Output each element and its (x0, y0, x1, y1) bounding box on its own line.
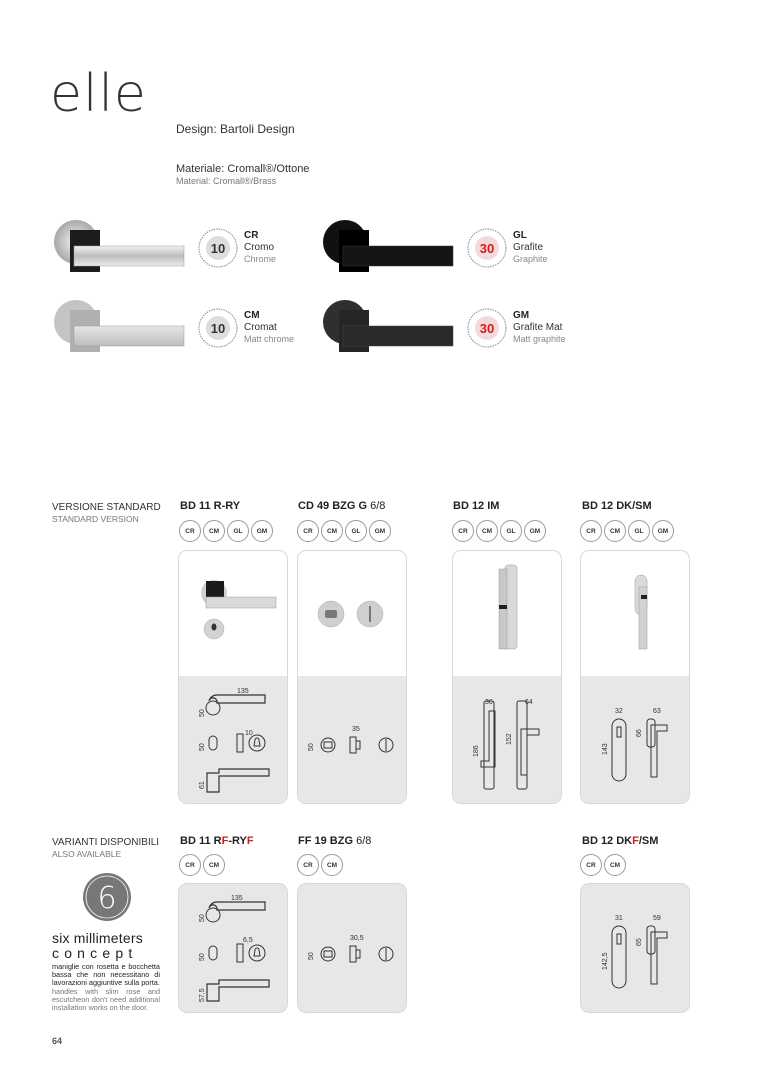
dim-label: 36 (485, 699, 493, 706)
warranty-30-badge (467, 308, 507, 348)
warranty-number: 30 (479, 241, 495, 256)
chip-gm: GM (524, 520, 546, 542)
six-text-en: handles with slim rose and escutcheon don't need additional installation works on the door. (52, 987, 160, 1013)
dim-label: 59 (653, 915, 661, 922)
standard-label-en: STANDARD VERSION (52, 514, 139, 524)
dim-label: 57,5 (199, 988, 206, 1002)
chip-cr: CR (179, 854, 201, 876)
chip-gm: GM (369, 520, 391, 542)
product-illustration (179, 551, 288, 804)
product-title: BD 12 DKF/SM (582, 835, 659, 847)
finish-gm (321, 300, 621, 370)
chip-gl: GL (227, 520, 249, 542)
finish-code: GM (513, 310, 530, 321)
six-title: six millimeters (52, 930, 143, 946)
dim-label: 10 (245, 730, 253, 737)
six-subtitle: concept (52, 945, 138, 961)
finish-cr (52, 220, 352, 290)
technical-drawing (581, 884, 690, 1013)
dim-label: 152 (506, 733, 513, 745)
dim-label: 135 (231, 895, 243, 902)
dim-label: 50 (199, 953, 206, 961)
dim-label: 61 (199, 781, 206, 789)
finish-code: CM (244, 310, 260, 321)
finish-name-en: Graphite (513, 254, 548, 264)
six-number: 6 (97, 881, 117, 916)
product-title: BD 12 DK/SM (582, 500, 652, 512)
finish-chips (179, 520, 273, 542)
chip-gm: GM (251, 520, 273, 542)
product-card (297, 550, 407, 804)
warranty-10-badge (198, 228, 238, 268)
product-card (297, 883, 407, 1013)
product-title: FF 19 BZG 6/8 (298, 835, 372, 847)
finish-name: Cromat (244, 322, 277, 333)
chip-gm: GM (652, 520, 674, 542)
chip-cm: CM (604, 520, 626, 542)
chip-cr: CR (452, 520, 474, 542)
finish-name-en: Matt chrome (244, 334, 295, 344)
product-illustration (298, 551, 407, 804)
handle-chrome-image (52, 220, 187, 290)
dim-label: 64 (525, 699, 533, 706)
finish-name-en: Matt graphite (513, 334, 566, 344)
variants-label: VARIANTI DISPONIBILI (52, 837, 160, 848)
standard-label: VERSIONE STANDARD (52, 502, 161, 513)
dim-label: 142,5 (602, 952, 609, 970)
technical-drawing (179, 884, 288, 1013)
dim-label: 32 (615, 708, 623, 715)
chip-cr: CR (297, 520, 319, 542)
product-card (178, 550, 288, 804)
finish-name-en: Chrome (244, 254, 277, 264)
technical-drawing (298, 884, 407, 1013)
product-illustration (453, 551, 562, 804)
variants-label-en: ALSO AVAILABLE (52, 849, 122, 859)
dim-label: 50 (199, 743, 206, 751)
material-en: Material: Cromall®/Brass (176, 176, 277, 186)
warranty-number: 30 (479, 321, 495, 336)
dim-label: 50 (199, 709, 206, 717)
dim-label: 143 (602, 743, 609, 755)
chip-gl: GL (345, 520, 367, 542)
chip-cm: CM (203, 854, 225, 876)
finish-chips (580, 854, 626, 876)
dim-label: 50 (308, 952, 315, 960)
finish-name: Grafite (513, 242, 544, 253)
warranty-number: 10 (210, 321, 226, 336)
handle-matt-chrome-image (52, 300, 187, 370)
six-text-it: maniglie con rosetta e bocchetta bassa che non necessitano di lavorazioni aggiuntive sulla porta. (52, 962, 160, 988)
product-card (580, 883, 690, 1013)
dim-label: 50 (308, 743, 315, 751)
finish-chips (297, 854, 343, 876)
material-it: Materiale: Cromall®/Ottone (176, 163, 310, 175)
handle-graphite-image (321, 220, 456, 290)
dim-label: 66 (636, 729, 643, 737)
chip-cr: CR (580, 854, 602, 876)
dim-label: 50 (199, 914, 206, 922)
dim-label: 65 (636, 938, 643, 946)
dim-label: 63 (653, 708, 661, 715)
finish-chips (452, 520, 546, 542)
warranty-30-badge (467, 228, 507, 268)
product-title: BD 11 R-RY (180, 500, 241, 512)
finish-chips (297, 520, 391, 542)
designer-credit: Design: Bartoli Design (176, 122, 295, 136)
product-card (580, 550, 690, 804)
page-number: 64 (52, 1036, 63, 1046)
product-title: BD 12 IM (453, 500, 500, 512)
product-title: BD 11 RF-RYF (180, 835, 254, 847)
finish-cm (52, 300, 352, 370)
brand-title: elle (50, 64, 147, 124)
dim-label: 135 (237, 688, 249, 695)
chip-cr: CR (179, 520, 201, 542)
six-mm-logo (82, 872, 132, 922)
handle-matt-graphite-image (321, 300, 456, 370)
chip-gl: GL (628, 520, 650, 542)
dim-label: 186 (473, 745, 480, 757)
finish-chips (179, 854, 225, 876)
dim-label: 31 (615, 915, 623, 922)
finish-chips (580, 520, 674, 542)
dim-label: 6,5 (243, 937, 253, 944)
chip-cm: CM (604, 854, 626, 876)
finish-gl (321, 220, 621, 290)
dim-label: 30,5 (350, 935, 364, 942)
chip-cr: CR (297, 854, 319, 876)
dim-label: 35 (352, 726, 360, 733)
warranty-number: 10 (210, 241, 226, 256)
chip-cm: CM (203, 520, 225, 542)
finish-name: Cromo (244, 242, 275, 253)
finish-code: GL (513, 230, 527, 241)
product-card (178, 883, 288, 1013)
chip-cm: CM (321, 520, 343, 542)
product-illustration (581, 551, 690, 804)
finish-name: Grafite Mat (513, 322, 563, 333)
finish-code: CR (244, 230, 259, 241)
chip-gl: GL (500, 520, 522, 542)
warranty-10-badge (198, 308, 238, 348)
chip-cr: CR (580, 520, 602, 542)
product-title: CD 49 BZG G 6/8 (298, 500, 386, 512)
chip-cm: CM (476, 520, 498, 542)
product-card (452, 550, 562, 804)
chip-cm: CM (321, 854, 343, 876)
